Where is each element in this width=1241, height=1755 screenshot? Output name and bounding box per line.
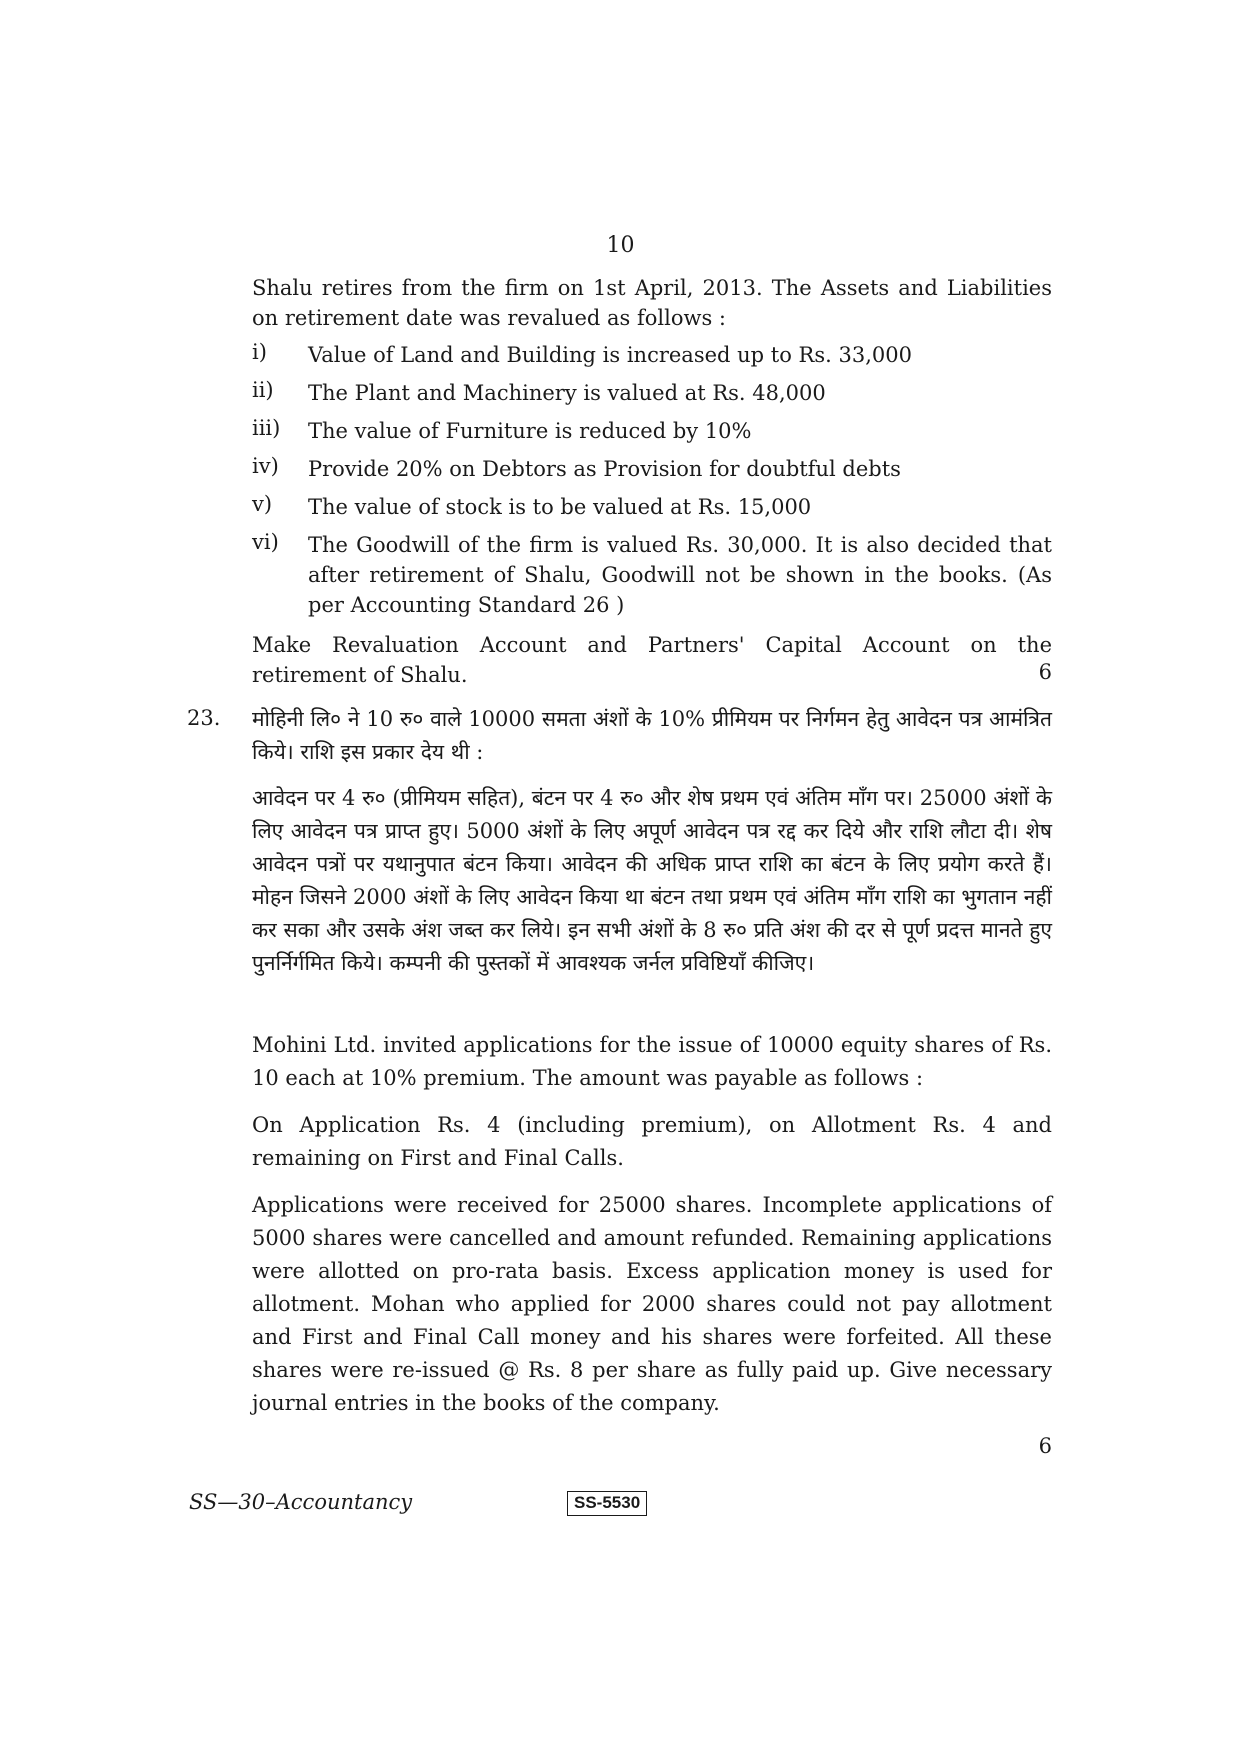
q23-english-intro: Mohini Ltd. invited applications for the issue of 10000 equity shares of Rs. 10 each at 10% premium. The amount was payable as follows : [252, 1033, 1052, 1090]
list-item-text: Provide 20% on Debtors as Provision for doubtful debts [308, 457, 901, 481]
page-number: 10 [606, 233, 635, 258]
list-item-text: The Goodwill of the firm is valued Rs. 30,000. It is also decided that after retirement of Shalu, Goodwill not be shown in the books. (As per Accounting Standard 26 ) [308, 533, 1052, 617]
list-item-number: i) [252, 340, 267, 364]
q23-marks: 6 [1038, 1434, 1052, 1458]
q23-english-body: Applications were received for 25000 shares. Incomplete applications of 5000 shares were cancelled and amount refunded. Remaining applications were allotted on pro-rata basis. Excess application money is used for allotment. Mohan who applied for 2000 shares could not pay allotment and First and Final Call money and his shares were forfeited. All these shares were re-issued @ Rs. 8 per share as fully paid up. Give necessary journal entries in the books of the company. [252, 1193, 1052, 1415]
q22-intro: Shalu retires from the firm on 1st April, 2013. The Assets and Liabilities on retirement date was revalued as follows : [252, 276, 1052, 330]
list-item-number: iv) [252, 454, 279, 478]
footer-paper-code: SS-5530 [567, 1491, 647, 1516]
footer-subject: SS—30–Accountancy [189, 1490, 413, 1514]
list-item-text: The value of stock is to be valued at Rs. 15,000 [308, 495, 812, 519]
q22-marks: 6 [1038, 660, 1052, 684]
list-item-text: The value of Furniture is reduced by 10% [308, 419, 752, 443]
list-item-number: vi) [252, 530, 279, 554]
q23-hindi-body: आवेदन पर 4 रु० (प्रीमियम सहित), बंटन पर 4 रु० और शेष प्रथम एवं अंतिम माँग पर। 25000 अंशों के लिए आवेदन पत्र प्राप्त हुए। 5000 अंशों के लिए अपूर्ण आवेदन पत्र रद्द कर दिये और राशि लौटा दी। शेष आवेदन पत्रों पर यथानुपात बंटन किया। आवेदन की अधिक प्राप्त राशि का बंटन के लिए प्रयोग करते हैं। मोहन जिसने 2000 अंशों के लिए आवेदन किया था बंटन तथा प्रथम एवं अंतिम माँग राशि का भुगतान नहीं कर सका और उसके अंश जब्त कर लिये। इन सभी अंशों के 8 रु० प्रति अंश की दर से पूर्ण प्रदत्त मानते हुए पुनर्निर्गमित किये। कम्पनी की पुस्तकों में आवश्यक जर्नल प्रविष्टियाँ कीजिए। [252, 786, 1052, 975]
list-item-number: ii) [252, 378, 274, 402]
list-item-text: Value of Land and Building is increased up to Rs. 33,000 [308, 343, 912, 367]
list-item-number: v) [252, 492, 273, 516]
q23-english-terms: On Application Rs. 4 (including premium), on Allotment Rs. 4 and remaining on First and Final Calls. [252, 1113, 1052, 1170]
q22-task: Make Revaluation Account and Partners' Capital Account on the retirement of Shalu. [252, 633, 1052, 687]
q23-hindi-intro: मोहिनी लि० ने 10 रु० वाले 10000 समता अंशों के 10% प्रीमियम पर निर्गमन हेतु आवेदन पत्र आमंत्रित किये। राशि इस प्रकार देय थी : [252, 707, 1052, 764]
q23-number: 23. [187, 706, 221, 730]
list-item-number: iii) [252, 416, 281, 440]
list-item-text: The Plant and Machinery is valued at Rs. 48,000 [308, 381, 826, 405]
